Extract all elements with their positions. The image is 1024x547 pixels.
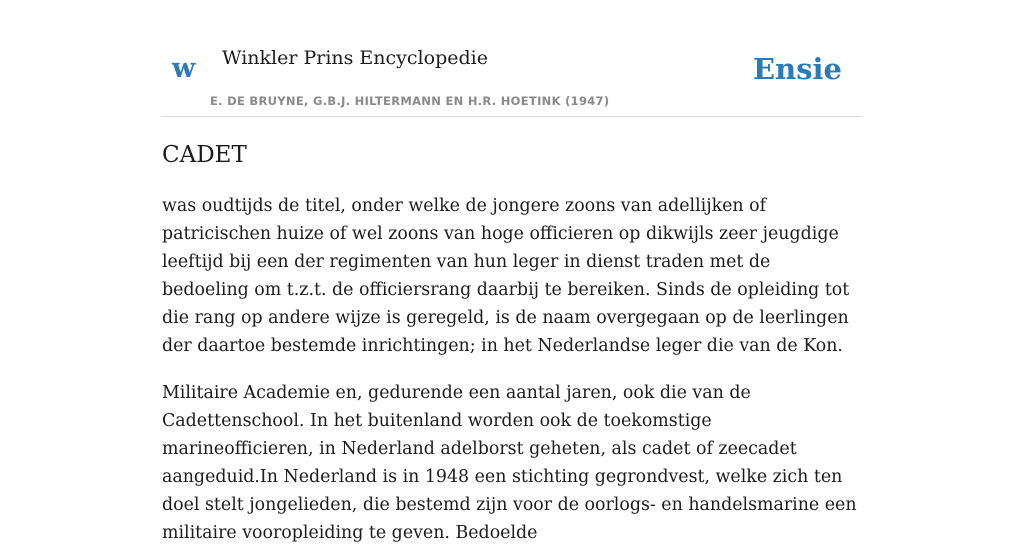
article-paragraph: Militaire Academie en, gedurende een aantal jaren, ook die van de Cadettenschool. In het buitenland worden ook de toekomstige marineofficieren, in Nederland adelborst geheten, als cadet of zeecadet aangeduid.In Nederland is in 1948 een stichting gegrondvest, welke zich ten doel stelt jongelieden, die bestemd zijn voor de oorlogs- en handelsmarine een militaire vooropleiding te geven. Bedoelde (162, 383, 857, 543)
article-paragraph: was oudtijds de titel, onder welke de jongere zoons van adellijken of patricischen huize of wel zoons van hoge officieren op dikwijls zeer jeugdige leeftijd bij een der regimenten van hun leger in dienst traden met de bedoeling om t.z.t. de officiersrang daarbij te bereiken. Sinds de opleiding tot die rang op andere wijze is geregeld, is de naam overgegaan op de leerlingen der daartoe bestemde inrichtingen; in het Nederlandse leger die van de Kon. (162, 196, 850, 356)
ensie-brand-logo[interactable]: Ensie (753, 52, 842, 86)
encyclopedia-authors: E. DE BRUYNE, G.B.J. HILTERMANN EN H.R. HOETINK (1947) (210, 94, 610, 108)
article (162, 140, 862, 547)
encyclopedia-title: Winkler Prins Encyclopedie (222, 47, 488, 69)
article-title: CADET (162, 142, 247, 168)
encyclopedia-header (162, 40, 862, 117)
winkler-prins-logo[interactable]: w (172, 53, 196, 84)
